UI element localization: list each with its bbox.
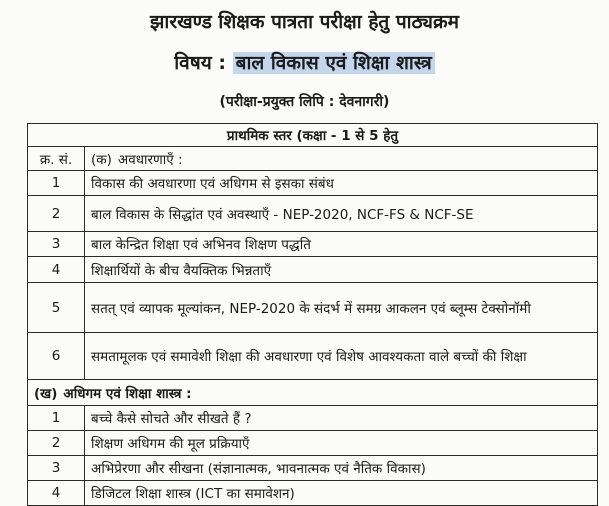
table-row <box>28 481 598 506</box>
table-row <box>28 171 598 196</box>
section-b-marker: (ख) <box>34 385 58 402</box>
row-topic: बाल विकास के सिद्धांत एवं अवस्थाएँ - NEP-2020, NCF-FS & NCF-SE <box>85 196 598 232</box>
row-number: 1 <box>28 406 85 431</box>
section-a-heading <box>85 147 598 171</box>
row-number: 2 <box>28 196 85 232</box>
table-row <box>28 456 598 481</box>
table-row <box>28 406 598 431</box>
section-a-marker: (क) <box>91 151 112 168</box>
row-topic: डिजिटल शिक्षा शास्त्र (ICT का समावेशन) <box>85 481 598 506</box>
section-b-title: अधिगम एवं शिक्षा शास्त्र : <box>63 385 192 402</box>
document-title: झारखण्ड शिक्षक पात्रता परीक्षा हेतु पाठ्यक्रम <box>150 11 459 33</box>
row-topic: समतामूलक एवं समावेशी शिक्षा की अवधारणा एवं विशेष आवश्यकता वाले बच्चों की शिक्षा <box>85 333 598 380</box>
row-number: 5 <box>28 283 85 333</box>
table-row <box>28 232 598 257</box>
row-number: 3 <box>28 232 85 257</box>
row-number: 2 <box>28 431 85 456</box>
serial-column-header: क्र. सं. <box>28 147 85 171</box>
table-row <box>28 431 598 456</box>
row-topic: बाल केन्द्रित शिक्षा एवं अभिनव शिक्षण पद्धति <box>85 232 598 257</box>
table-row <box>28 257 598 283</box>
row-topic: अभिप्रेरणा और सीखना (संज्ञानात्मक, भावनात्मक एवं नैतिक विकास) <box>85 456 598 481</box>
section-b-heading <box>28 380 598 406</box>
syllabus-table <box>27 123 598 506</box>
row-number: 1 <box>28 171 85 196</box>
row-topic: बच्चे कैसे सोचते और सीखते हैं ? <box>85 406 598 431</box>
row-topic: शिक्षण अधिगम की मूल प्रक्रियाएँ <box>85 431 598 456</box>
section-a-heading-row <box>28 147 598 171</box>
section-a-title: अवधारणाएँ : <box>117 151 183 168</box>
row-topic: शिक्षार्थियों के बीच वैयक्तिक भिन्नताएँ <box>85 257 598 283</box>
row-number: 3 <box>28 456 85 481</box>
level-heading: प्राथमिक स्तर (कक्षा - 1 से 5 हेतु <box>28 124 598 147</box>
subject-label: विषय : <box>174 52 226 74</box>
row-number: 4 <box>28 257 85 283</box>
level-heading-row <box>28 124 598 147</box>
row-topic: सतत् एवं व्यापक मूल्यांकन, NEP-2020 के संदर्भ में समग्र आकलन एवं ब्लूम्स टेक्सोनॉमी <box>85 283 598 333</box>
row-number: 4 <box>28 481 85 506</box>
section-b-heading-row <box>28 380 598 406</box>
script-note: (परीक्षा-प्रयुक्त लिपि : देवनागरी) <box>219 94 390 110</box>
row-topic: विकास की अवधारणा एवं अधिगम से इसका संबंध <box>85 171 598 196</box>
table-row <box>28 283 598 333</box>
table-row <box>28 196 598 232</box>
subject-line <box>0 49 609 75</box>
table-row <box>28 333 598 380</box>
row-number: 6 <box>28 333 85 380</box>
subject-value-highlighted: बाल विकास एवं शिक्षा शास्त्र <box>233 52 435 74</box>
